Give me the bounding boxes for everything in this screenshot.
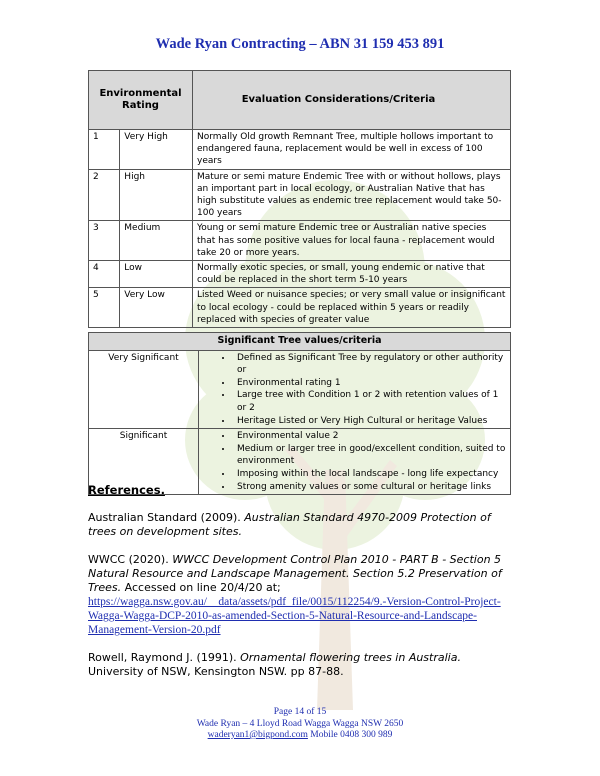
table-header-row [89, 333, 511, 351]
table-row [89, 130, 511, 170]
list-item: • Large tree with Condition 1 or 2 with retention values of 1 or 2 [233, 389, 506, 414]
reference-link[interactable]: https://wagga.nsw.gov.au/__data/assets/pdf_file/0015/112254/9.-Version-Control-Project-Wagga-Wagga-DCP-2010-as-amended-Section-5-Natural-Resource-and-Landscape-Management-Version-20.pdf [88, 596, 501, 636]
reference-title: Australian Standard 4970-2009 Protection of trees on development sites. [88, 511, 491, 538]
reference-item [88, 553, 518, 637]
reference-access: Accessed on line 20/4/20 at; [121, 581, 281, 594]
reference-title: Ornamental flowering trees in Australia. [240, 651, 461, 664]
list-item: • Heritage Listed or Very High Cultural or heritage Values [233, 415, 506, 428]
significance-label: Very Significant [89, 350, 199, 429]
rating-number: 3 [89, 221, 120, 261]
rating-criteria: Listed Weed or nuisance species; or very small value or insignificant to local ecology - could be replaced within 5 years or readily replaced with species of greater value [193, 288, 511, 328]
criteria-header: Evaluation Considerations/Criteria [193, 71, 511, 130]
document-header: Wade Ryan Contracting – ABN 31 159 453 891 [155, 36, 445, 52]
significant-tree-table [88, 332, 511, 495]
rating-criteria: Normally Old growth Remnant Tree, multiple hollows important to endangered fauna, replacement would be well in excess of 100 years [193, 130, 511, 170]
reference-author: WWCC (2020). [88, 553, 173, 566]
rating-criteria: Normally exotic species, or small, young endemic or native that could be replaced in the short term 5-10 years [193, 261, 511, 288]
reference-publisher: University of NSW, Kensington NSW. pp 87-88. [88, 665, 344, 678]
table-row [89, 288, 511, 328]
page-number: Page 14 of 15 [273, 707, 327, 717]
table-row [89, 221, 511, 261]
list-item: • Strong amenity values or some cultural or heritage links [233, 481, 506, 494]
table-row [89, 350, 511, 429]
environmental-rating-header: Environmental Rating [89, 71, 193, 130]
rating-level: Medium [120, 221, 193, 261]
list-item: • Environmental rating 1 [233, 377, 506, 390]
reference-author: Rowell, Raymond J. (1991). [88, 651, 241, 664]
references-heading: References. [88, 483, 165, 497]
footer-mobile: Mobile 0408 300 989 [307, 730, 393, 740]
table-row [89, 169, 511, 221]
references-section [88, 483, 518, 693]
table-header-row [89, 71, 511, 130]
criteria-cell [199, 350, 511, 429]
footer-contact [0, 730, 600, 742]
table-row [89, 261, 511, 288]
reference-item [88, 651, 518, 679]
reference-item [88, 511, 518, 539]
reference-title: WWCC Development Control Plan 2010 - PART B - Section 5 Natural Resource and Landscape Management. Section 5.2 Preservation of Trees. [88, 553, 502, 594]
significance-label: Significant [89, 429, 199, 495]
rating-level: Low [120, 261, 193, 288]
rating-level: High [120, 169, 193, 221]
rating-number: 4 [89, 261, 120, 288]
list-item: • Environmental value 2 [233, 430, 506, 443]
page-footer [0, 707, 600, 742]
reference-author: Australian Standard (2009). [88, 511, 245, 524]
rating-number: 1 [89, 130, 120, 170]
list-item: • Imposing within the local landscape - long life expectancy [233, 468, 506, 481]
rating-number: 2 [89, 169, 120, 221]
rating-level: Very Low [120, 288, 193, 328]
rating-level: Very High [120, 130, 193, 170]
footer-email[interactable]: waderyan1@bigpond.com [207, 730, 308, 740]
footer-address: Wade Ryan – 4 Lloyd Road Wagga Wagga NSW 2650 [196, 718, 404, 729]
list-item: • Defined as Significant Tree by regulatory or other authority or [233, 352, 506, 377]
rating-number: 5 [89, 288, 120, 328]
rating-criteria: Mature or semi mature Endemic Tree with or without hollows, plays an important part in local ecology, or Australian Native that has high substitute values as endemic tree replacement would take 50-100 years [193, 169, 511, 221]
criteria-list [203, 352, 506, 428]
environmental-rating-table [88, 70, 511, 328]
significant-table-title: Significant Tree values/criteria [89, 333, 511, 351]
rating-criteria: Young or semi mature Endemic tree or Australian native species that has some positive values for local fauna - replacement would take 20 or more years. [193, 221, 511, 261]
list-item: • Medium or larger tree in good/excellent condition, suited to environment [233, 443, 506, 468]
